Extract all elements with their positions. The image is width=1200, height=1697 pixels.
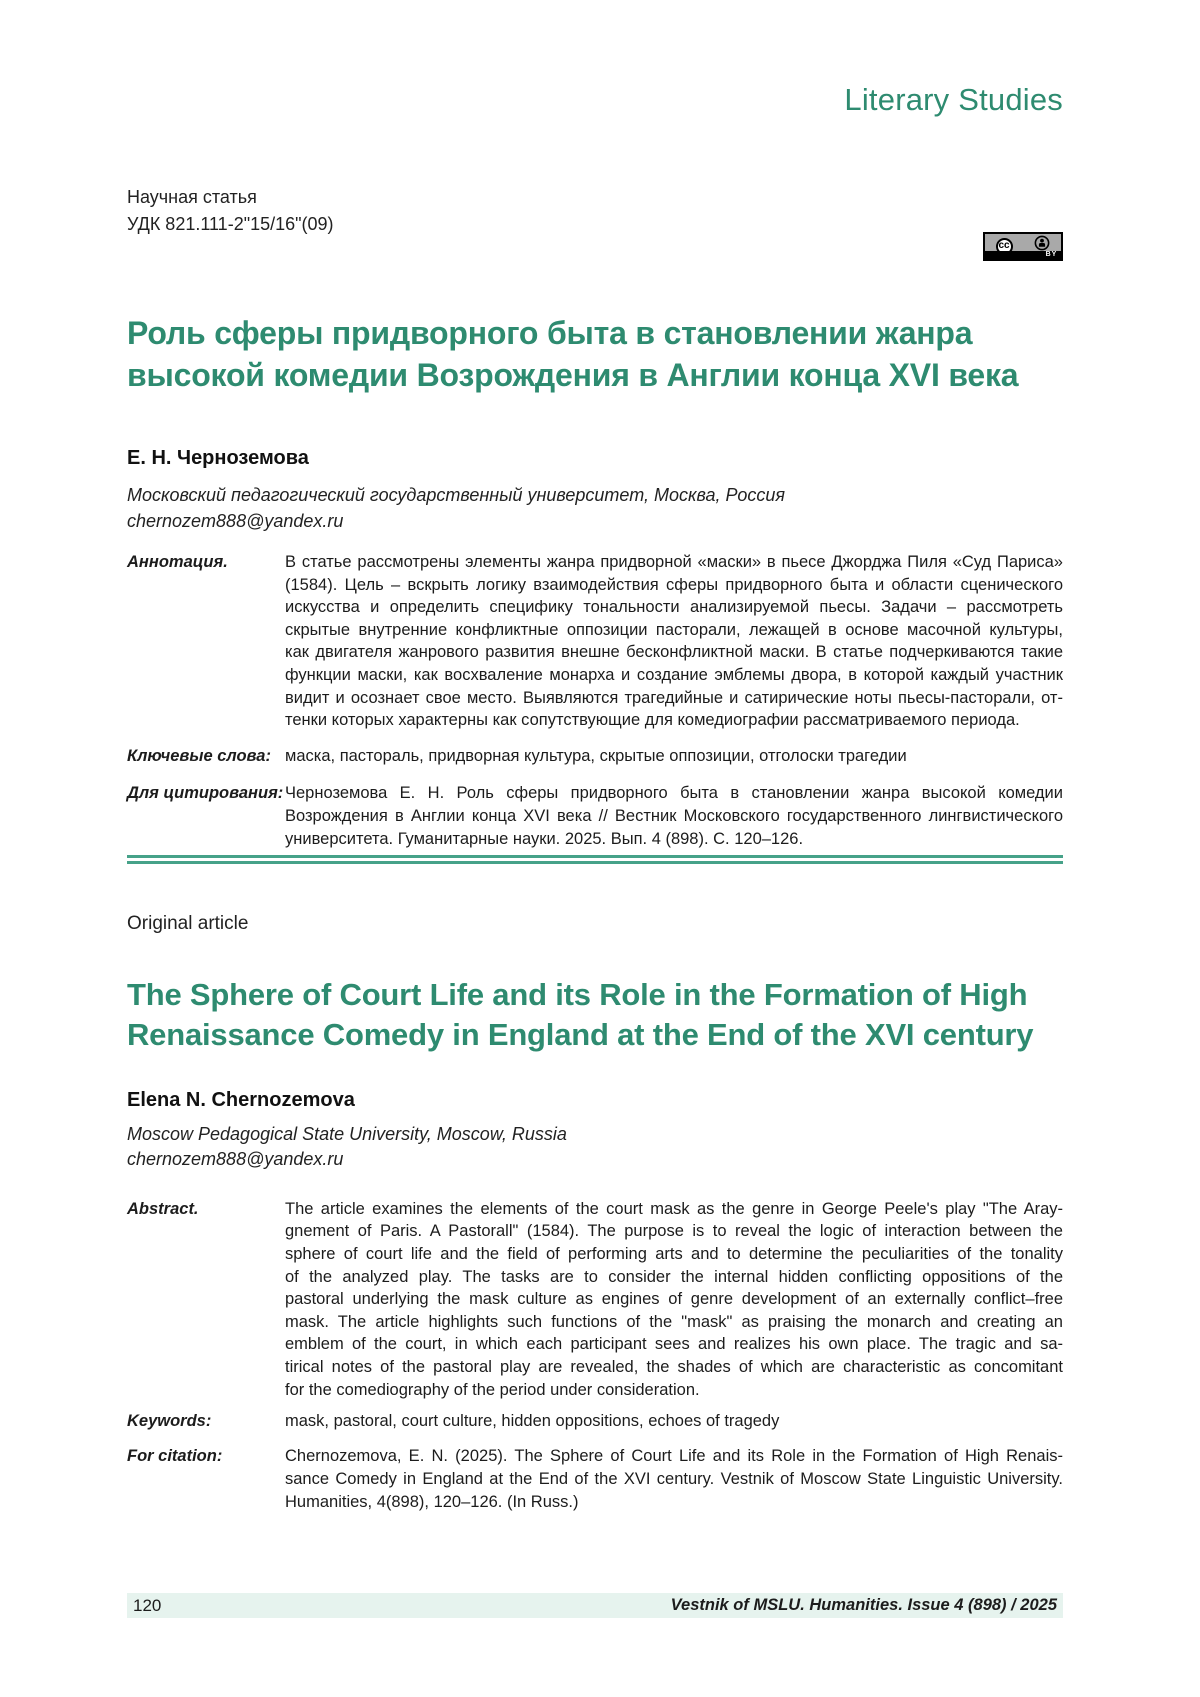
affiliation-text-ru: Московский педагогический государственный университет, Москва, Россия [127, 485, 785, 505]
keywords-block-ru [127, 745, 1063, 768]
article-content [127, 0, 1063, 1514]
udc-code: УДК 821.111-2"15/16"(09) [127, 214, 334, 234]
citation-label-en: For citation: [127, 1447, 223, 1466]
citation-text-en: Chernozemova, E. N. (2025). The Sphere of Court Life and its Role in the Formation of High Renais- sance Comedy in England at the End of the XVI century. Vestnik of Moscow State Linguistic University. Humanities, 4(898), 120–126. (In Russ.) [285, 1447, 1063, 1512]
keywords-label-en: Keywords: [127, 1412, 212, 1431]
citation-text-ru: Черноземова Е. Н. Роль сферы придворного быта в становлении жанра высокой комедии Возрождения в Англии конца XVI века // Вестник Московского государственного лингвистического университета. Гуманитарные науки. 2025. Вып. 4 (898). С. 120–126. [285, 783, 1063, 848]
article-meta-ru [127, 184, 1063, 238]
citation-block-en [127, 1445, 1063, 1514]
article-title-en: The Sphere of Court Life and its Role in the Formation of High Renaissance Comedy in England at the End of the XVI century [127, 976, 1034, 1052]
author-affiliation-en [127, 1122, 1063, 1173]
article-type-en: Original article [127, 912, 249, 934]
keywords-text-ru: маска, пастораль, придворная культура, скрытые оппозиции, отголоски трагедии [285, 746, 907, 765]
abstract-text-ru: В статье рассмотрены элементы жанра придворной «маски» в пьесе Джорджа Пиля «Суд Париса» (1584). Цель – вскрыть логику взаимодействия сферы придворного быта и области сценического искусства и определить специфику тональности анализируемой пьесы. Задачи – рассмотреть скрытые внутренние конфликтные оппозиции пасторали, лежащей в основе масочной культуры, как двигателя жанрового развития внешне бесконфликтной маски. В статье подчеркиваются такие функции маски, как восхваление монарха и создание эмблемы двора, в которой каждый участник видит и осознает свое место. Выявляются трагедийные и сатирические ноты пьесы-пасторали, от- тенки которых характерны как сопутствующие для комедиографии рассматриваемого периода. [285, 553, 1063, 730]
person-icon [1034, 235, 1050, 251]
keywords-text-en: mask, pastoral, court culture, hidden oppositions, echoes of tragedy [285, 1412, 780, 1431]
abstract-text-en: The article examines the elements of the court mask as the genre in George Peele's play "The Aray- gnement of Paris. A Pastorall" (1584). The purpose is to reveal the logic of interaction between the sphere of court life and the field of performing arts and to determine the peculiarities of the tonality of the analyzed play. The tasks are to consider the internal hidden conflicting oppositions of the pastoral underlying the mask culture as engines of genre development of an externally conflict–free mask. The article highlights such functions of the "mask" as praising the monarch and creating an emblem of the court, in which each participant sees and realizes his own place. The tragic and sa- tirical notes of the pastoral play are revealed, the shades of which are characteristic as concomitant for the comediography of the period under consideration. [285, 1199, 1063, 1399]
abstract-label-en: Abstract. [127, 1199, 199, 1218]
author-name-en: Elena N. Chernozemova [127, 1088, 355, 1111]
keywords-block-en [127, 1410, 1063, 1433]
abstract-block-ru [127, 551, 1063, 732]
page-number: 120 [133, 1595, 162, 1615]
abstract-label-ru: Аннотация. [127, 553, 228, 571]
citation-label-ru: Для цитирования: [127, 783, 284, 802]
author-name-ru: Е. Н. Черноземова [127, 447, 309, 469]
page-footer [127, 1593, 1063, 1618]
author-affiliation-ru [127, 483, 1063, 534]
abstract-block-en [127, 1198, 1063, 1401]
article-title-ru: Роль сферы придворного быта в становлении жанра высокой комедии Возрождения в Англии конца XVI века [127, 315, 1019, 393]
author-email-ru: chernozem888@yandex.ru [127, 510, 344, 531]
affiliation-text-en: Moscow Pedagogical State University, Moscow, Russia [127, 1123, 567, 1144]
section-divider [127, 855, 1063, 864]
cc-icon: cc [996, 238, 1013, 255]
cc-by-license-badge [983, 232, 1063, 261]
section-header: Literary Studies [844, 82, 1063, 117]
citation-block-ru [127, 782, 1063, 851]
article-type-ru: Научная статья [127, 187, 257, 207]
cc-by-wrap [1023, 234, 1061, 259]
by-label: BY [1045, 251, 1058, 258]
journal-running-title: Vestnik of MSLU. Humanities. Issue 4 (898) / 2025 [670, 1596, 1057, 1614]
author-email-en: chernozem888@yandex.ru [127, 1149, 344, 1170]
keywords-label-ru: Ключевые слова: [127, 746, 271, 765]
